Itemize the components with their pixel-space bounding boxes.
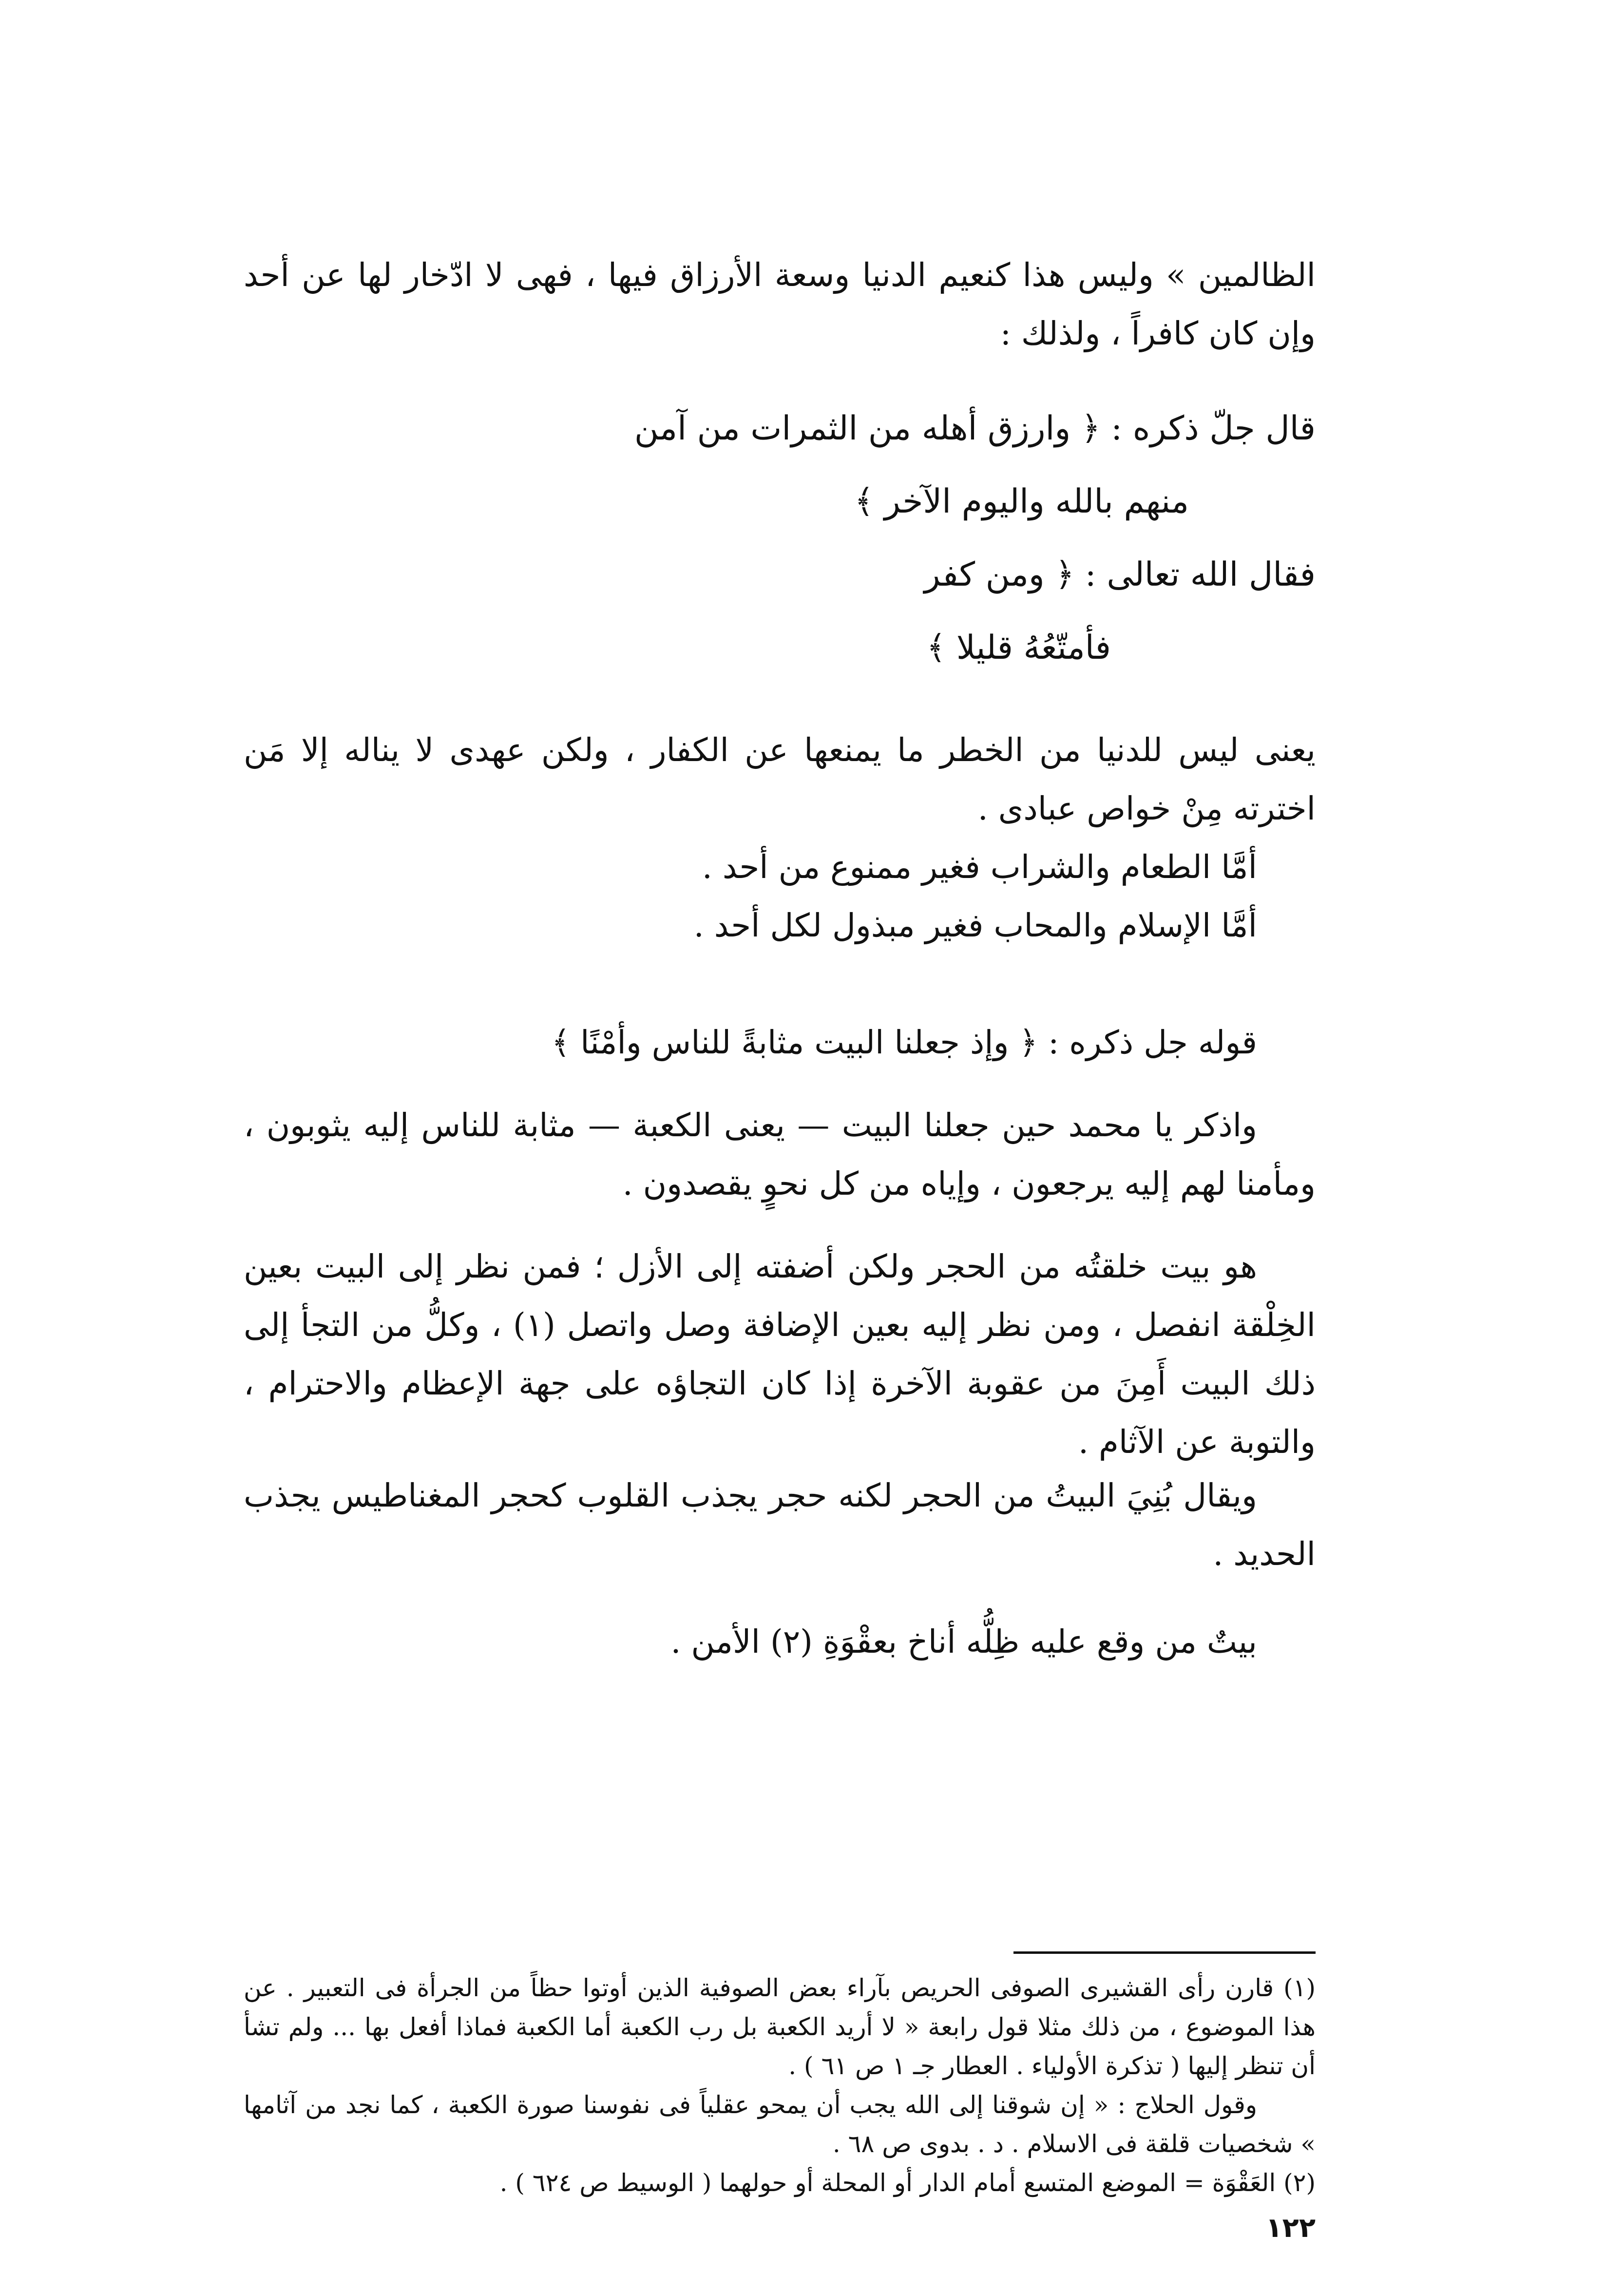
verse-line-3: فقال الله تعالى : ﴿ ومن كفر xyxy=(924,555,1316,594)
main-text-4 xyxy=(244,1096,1316,1213)
paragraph-2: يعنى ليس للدنيا من الخطر ما يمنعها عن الكفار ، ولكن عهدى لا يناله إلا مَن اخترته مِنْ خواص عبادى . xyxy=(244,731,1316,827)
footnote-divider xyxy=(1013,1951,1316,1954)
paragraph-4: أمَّا الإسلام والمحاب فغير مبذول لكل أحد . xyxy=(693,907,1257,944)
footnotes xyxy=(244,1968,1316,2202)
main-text-7 xyxy=(244,1613,1316,1671)
main-text-6 xyxy=(244,1467,1316,1584)
paragraph-3: أمَّا الطعام والشراب فغير ممنوع من أحد . xyxy=(702,848,1257,886)
main-text xyxy=(244,246,1316,363)
main-text-3 xyxy=(244,1013,1316,1072)
paragraph-8: ويقال بُنِيَ البيتُ من الحجر لكنه حجر يجذب القلوب كحجر المغناطيس يجذب الحديد . xyxy=(244,1477,1316,1573)
footnote-2: (٢) العَقْوَة = الموضع المتسع أمام الدار أو المحلة أو حولهما ( الوسيط ص ٦٢٤ ) . xyxy=(499,2169,1316,2197)
verse-line-4: فأمتّعُهُ قليلا ﴾ xyxy=(926,629,1111,667)
paragraph-6: واذكر يا محمد حين جعلنا البيت — يعنى الكعبة — مثابة للناس إليه يثوبون ، ومأمنا لهم إليه يرجعون ، وإياه من كل نحوٍ يقصدون . xyxy=(244,1107,1316,1203)
verse-line-1: قال جلّ ذكره : ﴿ وارزق أهله من الثمرات من آمن xyxy=(634,409,1316,448)
paragraph-1: الظالمين » وليس هذا كنعيم الدنيا وسعة الأرزاق فيها ، فهى لا ادّخار لها عن أحد وإن كان كافراً ، ولذلك : xyxy=(244,256,1316,352)
footnote-1-continued: وقول الحلاج : « إن شوقنا إلى الله يجب أن يمحو عقلياً فى نفوسنا صورة الكعبة ، كما نجد من آثامها » شخصيات قلقة فى الاسلام . د . بدوى ص ٦٨ . xyxy=(244,2091,1316,2158)
paragraph-9: بيتٌ من وقع عليه ظِلُّه أناخ بعقْوَةِ (٢) الأمن . xyxy=(670,1623,1257,1661)
footnote-1: (١) قارن رأى القشيرى الصوفى الحريص بآراء بعض الصوفية الذين أوتوا حظاً من الجرأة فى التعبير . عن هذا الموضوع ، من ذلك مثلا قول رابعة « لا أريد الكعبة بل رب الكعبة أما الكعبة فماذا أفعل بها ... ولم تشأ أن تنظر إليها ( تذكرة الأولياء . العطار جـ ١ ص ٦١ ) . xyxy=(244,1974,1316,2080)
page-number: ١٢٢ xyxy=(1265,2212,1316,2244)
paragraph-5: قوله جل ذكره : ﴿ وإذ جعلنا البيت مثابةً للناس وأمْنًا ﴾ xyxy=(551,1024,1257,1061)
quran-verse-block xyxy=(244,392,1316,685)
verse-line-2: منهم بالله واليوم الآخر ﴾ xyxy=(854,482,1189,521)
main-text-2 xyxy=(244,721,1316,955)
paragraph-7: هو بيت خلقتُه من الحجر ولكن أضفته إلى الأزل ؛ فمن نظر إلى البيت بعين الخِلْقة انفصل ، ومن نظر إليه بعين الإضافة وصل واتصل (١) ، وكلُّ من التجأ إلى ذلك البيت أَمِنَ من عقوبة الآخرة إذا كان التجاؤه على جهة الإعظام والاحترام ، والتوبة عن الآثام . xyxy=(244,1248,1316,1461)
main-text-5 xyxy=(244,1238,1316,1471)
